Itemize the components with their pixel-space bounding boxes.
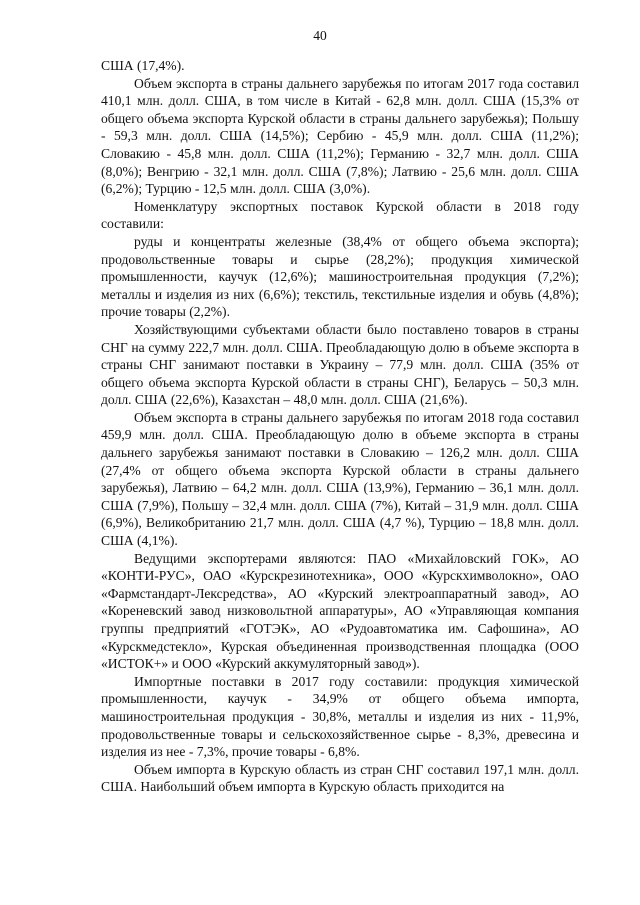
document-body [101,57,579,796]
paragraph-5: Хозяйствующими субъектами области было поставлено товаров в страны СНГ на сумму 222,7 млн. долл. США. Преобладающую долю в объеме экспорта в страны СНГ занимают поставки в Украину – 77,9 млн. долл. США (35% от общего объема экспорта Курской области в страны СНГ), Беларусь – 50,3 млн. долл. США (22,6%), Казахстан – 48,0 млн. долл. США (21,6%). [101,321,579,408]
paragraph-3: Номенклатуру экспортных поставок Курской области в 2018 году составили: [101,198,579,232]
paragraph-7: Ведущими экспортерами являются: ПАО «Михайловский ГОК», АО «КОНТИ-РУС», ОАО «Курскрезинотехника», ООО «Курскхимволокно», ОАО «Фармстандарт-Лексредства», АО «Курский электроаппаратный завод», АО «Кореневский завод низковольтной аппаратуры», АО «Управляющая компания группы предприятий «ГОТЭК», АО «Рудоавтоматика им. Сафошина», АО «Курскмедстекло», Курская объединенная производственная площадка (ООО «ИСТОК+» и ООО «Курский аккумуляторный завод»). [101,550,579,672]
paragraph-4: руды и концентраты железные (38,4% от общего объема экспорта); продовольственные товары и сырье (28,2%); продукция химической промышленности, каучук (12,6%); машиностроительная продукция (7,2%); металлы и изделия из них (6,6%); текстиль, текстильные изделия и обувь (4,8%); прочие товары (2,2%). [101,233,579,320]
page-number: 40 [313,28,327,43]
paragraph-6: Объем экспорта в страны дальнего зарубежья по итогам 2018 года составил 459,9 млн. долл. США. Преобладающую долю в объеме экспорта в страны дальнего зарубежья занимают поставки в Словакию – 126,2 млн. долл. США (27,4% от общего объема экспорта Курской области в страны дальнего зарубежья), Латвию – 64,2 млн. долл. США (13,9%), Германию – 36,1 млн. долл. США (7,9%), Польшу – 32,4 млн. долл. США (7%), Китай – 31,9 млн. долл. США (6,9%), Великобританию 21,7 млн. долл. США (4,7 %), Турцию – 18,8 млн. долл. США (4,1%). [101,409,579,549]
paragraph-1: США (17,4%). [101,58,185,73]
paragraph-8: Импортные поставки в 2017 году составили: продукция химической промышленности, каучук - 34,9% от общего объема импорта, машиностроительная продукция - 30,8%, металлы и изделия из них - 11,9%, продовольственные товары и сельскохозяйственное сырье - 8,3%, древесина и изделия из нее - 7,3%, прочие товары - 6,8%. [101,673,579,760]
paragraph-2: Объем экспорта в страны дальнего зарубежья по итогам 2017 года составил 410,1 млн. долл. США, в том числе в Китай - 62,8 млн. долл. США (15,3% от общего объема экспорта Курской области в страны дальнего зарубежья); Польшу - 59,3 млн. долл. США (14,5%); Сербию - 45,9 млн. долл. США (11,2%); Словакию - 45,8 млн. долл. США (11,2%); Германию - 32,7 млн. долл. США (8,0%); Венгрию - 32,1 млн. долл. США (7,8%); Латвию - 25,6 млн. долл. США (6,2%); Турцию - 12,5 млн. долл. США (3,0%). [101,75,579,197]
paragraph-9: Объем импорта в Курскую область из стран СНГ составил 197,1 млн. долл. США. Наибольший объем импорта в Курскую область приходится на [101,761,579,795]
